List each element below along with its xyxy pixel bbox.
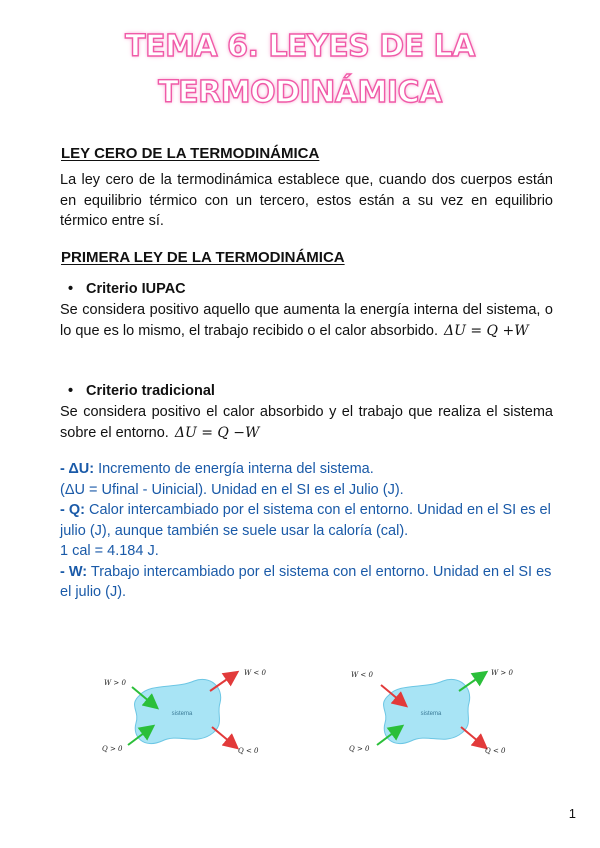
bullet-dot: • [68, 281, 74, 297]
arrow-q-out [461, 727, 485, 747]
heading-ley-cero: LEY CERO DE LA TERMODINÁMICA [61, 145, 320, 162]
formula-tradicional: ΔU = Q −W [174, 424, 260, 441]
label-w-out: W > 0 [491, 669, 513, 677]
system-label: sistema [420, 711, 442, 717]
definition-q [60, 500, 560, 541]
paragraph-tradicional [60, 402, 553, 443]
du-text: Incremento de energía interna del sistema. [98, 461, 374, 477]
bullet-label: Criterio tradicional [86, 383, 215, 399]
tradicional-text: Se considera positivo el calor absorbido y el trabajo que realiza el sistema sobre el entorno. [60, 404, 553, 441]
arrow-w-out [210, 673, 236, 691]
label-q-out: Q < 0 [485, 747, 506, 755]
paragraph-ley-cero: La ley cero de la termodinámica establece que, cuando dos cuerpos están en equilibrio térmico con un tercero, estos están a su vez en equilibrio térmico entre sí. [60, 172, 553, 229]
w-text: Trabajo intercambiado por el sistema con el entorno. Unidad en el SI es el julio (J). [60, 563, 552, 600]
q-text: Calor intercambiado por el sistema con el entorno. Unidad en el SI es el julio (J), aunque también se suele usar la caloría (cal). [60, 502, 551, 539]
bullet-criterio-iupac [68, 281, 186, 297]
definition-du-formula: (ΔU = Ufinal - Uinicial). Unidad en el SI es el Julio (J). [60, 481, 404, 498]
q-label: - Q: [60, 502, 85, 518]
system-label: sistema [171, 711, 193, 717]
paragraph-iupac [60, 300, 553, 341]
bullet-criterio-tradicional [68, 383, 215, 399]
diagram-tradicional [345, 663, 523, 759]
heading-primera-ley: PRIMERA LEY DE LA TERMODINÁMICA [61, 249, 345, 266]
definition-w [60, 562, 560, 603]
label-q-in: Q > 0 [102, 745, 123, 753]
label-w-in: W > 0 [104, 679, 126, 687]
definitions-block [60, 459, 560, 603]
arrow-w-out [459, 673, 485, 691]
w-label: - W: [60, 563, 88, 580]
diagram-iupac [98, 663, 266, 759]
bullet-label: Criterio IUPAC [86, 281, 186, 297]
label-q-in: Q > 0 [349, 745, 370, 753]
du-label: - ΔU: [60, 461, 95, 477]
label-w-in: W < 0 [351, 671, 373, 679]
title-line-2: TERMODINÁMICA [158, 75, 442, 110]
bullet-dot: • [68, 383, 74, 399]
definition-cal: 1 cal = 4.184 J. [60, 543, 159, 559]
page-number: 1 [568, 806, 576, 821]
label-w-out: W < 0 [244, 669, 266, 677]
iupac-text: Se considera positivo aquello que aumenta la energía interna del sistema, o lo que es lo mismo, el trabajo recibido o el calor absorbido. [60, 302, 553, 339]
title-line-1: TEMA 6. LEYES DE LA [125, 29, 475, 64]
arrow-q-out [212, 727, 236, 747]
definition-du [60, 459, 560, 480]
label-q-out: Q < 0 [238, 747, 259, 755]
formula-iupac: ΔU = Q +W [444, 322, 529, 339]
